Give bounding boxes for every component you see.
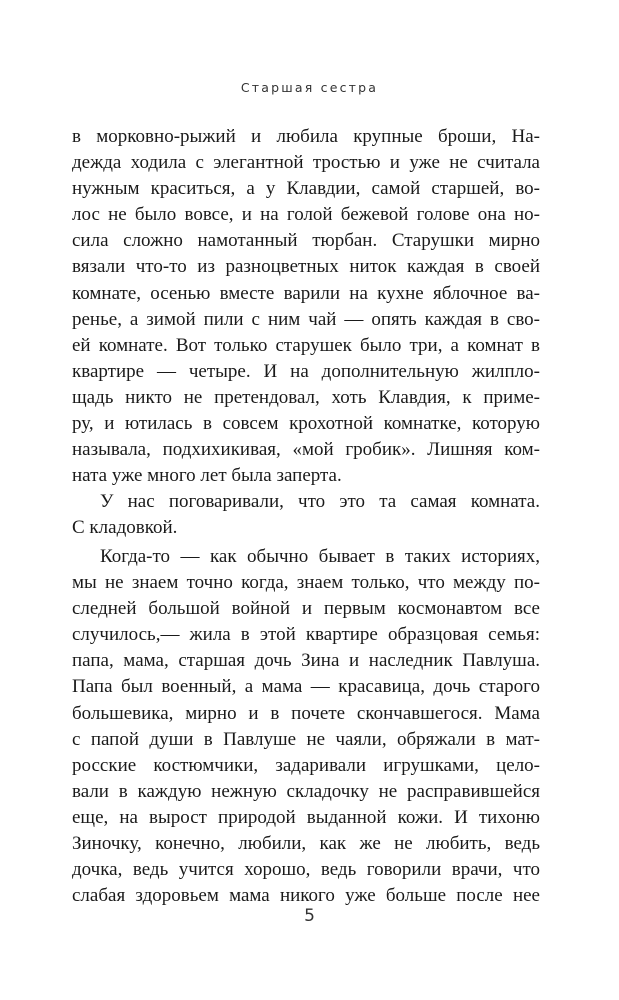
text-line: ната уже много лет была заперта. xyxy=(72,465,342,487)
text-line: сила сложно намотанный тюрбан. Старушки мирно xyxy=(72,230,540,252)
text-line: квартире — четыре. И на дополнительную жилпло- xyxy=(72,360,540,382)
running-head: Старшая сестра xyxy=(240,80,379,95)
text-line: с папой души в Павлуше не чаяли, обряжали в мат- xyxy=(72,728,540,750)
text-line: ру, и ютилась в совсем крохотной комнатке, которую xyxy=(72,413,540,435)
text-block-2 xyxy=(72,544,540,909)
text-line: случилось,— жила в этой квартире образцовая семья: xyxy=(72,624,540,646)
text-line: дежда ходила с элегантной тростью и уже не считала xyxy=(72,152,540,174)
text-line: У нас поговаривали, что это та самая комната. xyxy=(100,491,540,513)
text-line: Папа был военный, а мама — красавица, дочь старого xyxy=(72,676,540,698)
text-line: щадь никто не претендовал, хоть Клавдия, к приме- xyxy=(72,386,540,408)
text-line: папа, мама, старшая дочь Зина и наследник Павлуша. xyxy=(72,650,540,672)
text-line: лос не было вовсе, и на голой бежевой голове она но- xyxy=(72,204,540,226)
text-line: С кладовкой. xyxy=(72,517,178,539)
text-line: вязали что-то из разноцветных ниток каждая в своей xyxy=(72,256,540,278)
text-line: называла, подхихикивая, «мой гробик». Лишняя ком- xyxy=(72,439,540,461)
text-line: дочка, ведь учится хорошо, ведь говорили врачи, что xyxy=(72,859,540,881)
text-line: комнате, осенью вместе варили на кухне яблочное ва- xyxy=(72,282,540,304)
text-block-1 xyxy=(72,124,540,542)
text-line: в морковно-рыжий и любила крупные броши, На- xyxy=(72,126,540,147)
text-line: большевика, мирно и в почете скончавшегося. Мама xyxy=(72,702,540,724)
text-line: нужным краситься, а у Клавдии, самой старшей, во- xyxy=(72,178,540,200)
text-line: Когда-то — как обычно бывает в таких историях, xyxy=(100,546,540,567)
text-line: росские костюмчики, задаривали игрушками, цело- xyxy=(72,754,540,776)
page-number: 5 xyxy=(304,906,315,926)
text-line: ей комнате. Вот только старушек было три, а комнат в xyxy=(72,334,540,356)
text-line: мы не знаем точно когда, знаем только, что между по- xyxy=(72,572,540,594)
text-line: Зиночку, конечно, любили, как же не любить, ведь xyxy=(72,833,540,855)
text-line: вали в каждую нежную складочку не расправившейся xyxy=(72,780,540,802)
text-line: еще, на вырост природой выданной кожи. И тихоню xyxy=(72,806,540,828)
text-line: ренье, а зимой пили с ним чай — опять каждая в сво- xyxy=(72,308,540,330)
text-line: слабая здоровьем мама никого уже больше после нее xyxy=(72,885,540,907)
text-line: следней большой войной и первым космонавтом все xyxy=(72,598,540,620)
